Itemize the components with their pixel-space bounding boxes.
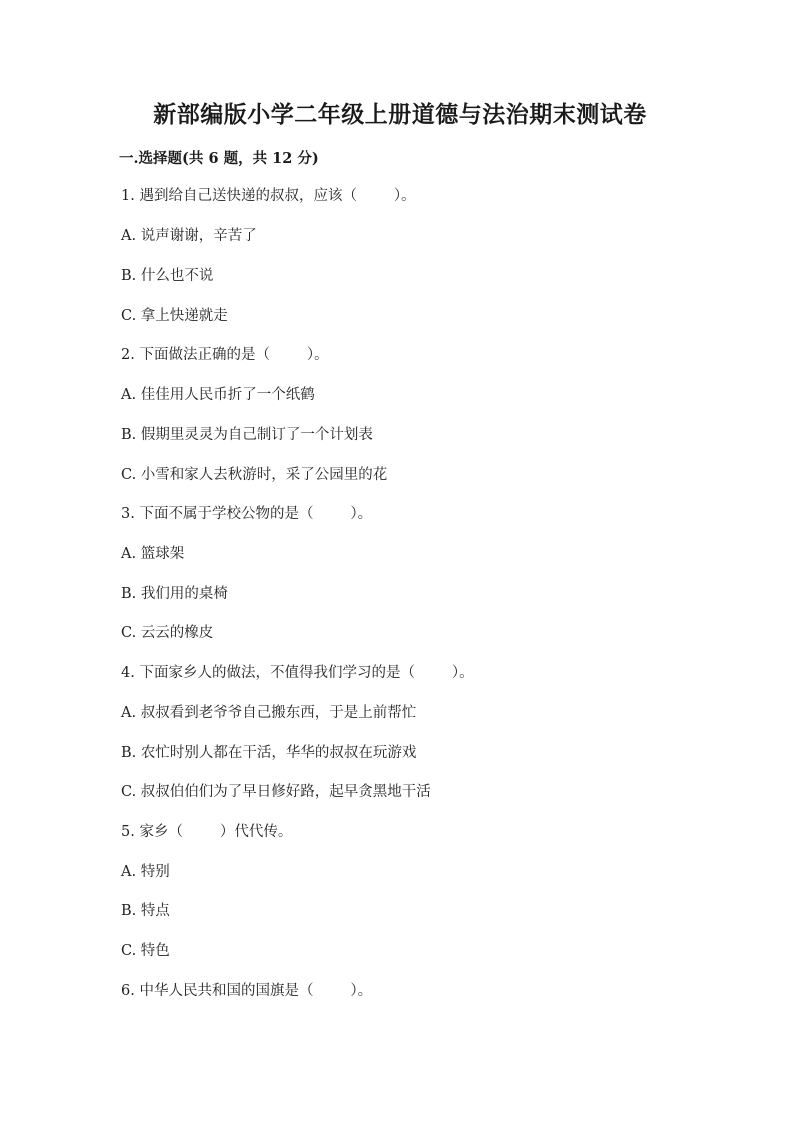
question-stem: 3. 下面不属于学校公物的是（ ）。 [121,506,373,522]
question-option: B. 什么也不说 [121,268,214,284]
question-option: C. 云云的橡皮 [121,625,214,641]
question-option: B. 我们用的桌椅 [121,586,228,602]
question-option: C. 特色 [121,943,170,959]
question-option: A. 说声谢谢，辛苦了 [121,228,257,244]
page-title: 新部编版小学二年级上册道德与法治期末测试卷 [153,101,647,128]
question-stem: 5. 家乡（ ）代代传。 [121,824,293,840]
question-option: B. 农忙时别人都在干活，华华的叔叔在玩游戏 [121,745,417,761]
question-stem: 1. 遇到给自己送快递的叔叔，应该（ ）。 [121,188,416,204]
section-heading: 一.选择题(共 6 题，共 12 分) [119,150,319,167]
question-stem: 2. 下面做法正确的是（ ）。 [121,347,329,363]
question-stem: 4. 下面家乡人的做法，不值得我们学习的是（ ）。 [121,665,474,681]
question-option: A. 特别 [121,864,170,880]
question-option: B. 假期里灵灵为自己制订了一个计划表 [121,427,373,443]
question-option: A. 篮球架 [121,546,185,562]
question-option: B. 特点 [121,903,170,919]
question-option: C. 叔叔伯伯们为了早日修好路，起早贪黑地干活 [121,784,431,800]
question-stem: 6. 中华人民共和国的国旗是（ ）。 [121,983,373,999]
question-option: C. 小雪和家人去秋游时，采了公园里的花 [121,467,388,483]
question-option: A. 佳佳用人民币折了一个纸鹤 [121,387,315,403]
question-option: C. 拿上快递就走 [121,308,228,324]
question-option: A. 叔叔看到老爷爷自己搬东西，于是上前帮忙 [121,705,417,721]
